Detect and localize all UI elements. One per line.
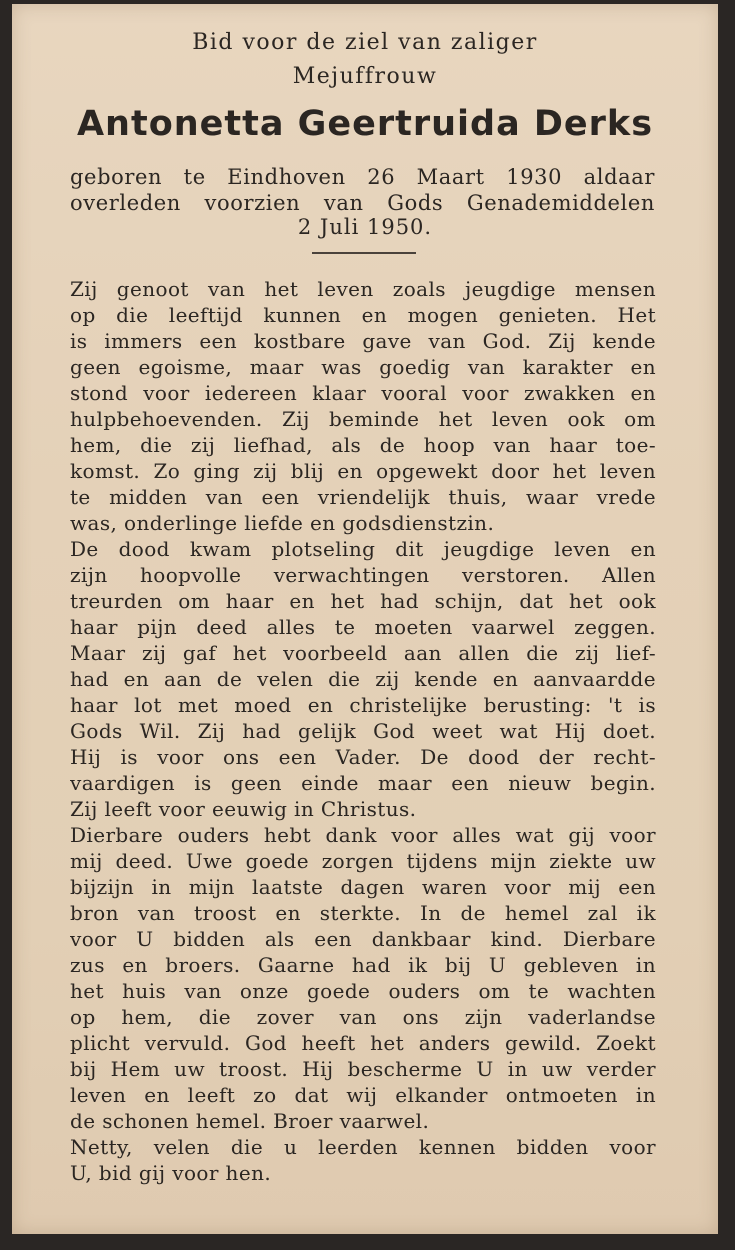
text-line: te midden van een vriendelijk thuis, waar vrede xyxy=(70,485,656,509)
text-line: mij deed. Uwe goede zorgen tijdens mijn ziekte uw xyxy=(70,849,656,873)
birth-line-1: geboren te Eindhoven 26 Maart 1930 aldaar xyxy=(70,165,655,189)
deceased-name: Antonetta Geertruida Derks xyxy=(76,104,654,144)
text-line: Maar zij gaf het voorbeeld aan allen die zij lief- xyxy=(70,641,656,665)
birth-line-2: overleden voorzien van Gods Genademiddelen xyxy=(70,191,655,215)
text-line: hulpbehoevenden. Zij beminde het leven ook om xyxy=(70,407,656,431)
text-line: leven en leeft zo dat wij elkander ontmoeten in xyxy=(70,1083,656,1107)
text-line: Gods Wil. Zij had gelijk God weet wat Hij doet. xyxy=(70,719,656,743)
text-line: was, onderlinge liefde en godsdienstzin. xyxy=(70,511,495,535)
prayer-heading: Bid voor de ziel van zaliger xyxy=(192,30,538,55)
text-line: had en aan de velen die zij kende en aanvaardde xyxy=(70,667,656,691)
text-line: bron van troost en sterkte. In de hemel zal ik xyxy=(70,901,656,925)
text-line: treurden om haar en het had schijn, dat het ook xyxy=(70,589,656,613)
text-line: Hij is voor ons een Vader. De dood der recht- xyxy=(70,745,656,769)
text-line: Dierbare ouders hebt dank voor alles wat gij voor xyxy=(70,823,656,847)
text-line: U, bid gij voor hen. xyxy=(70,1161,272,1185)
text-line: Zij leeft voor eeuwig in Christus. xyxy=(70,797,417,821)
text-line: op die leeftijd kunnen en mogen genieten. Het xyxy=(70,303,656,327)
text-line: vaardigen is geen einde maar een nieuw begin. xyxy=(70,771,656,795)
text-line: bij Hem uw troost. Hij bescherme U in uw verder xyxy=(70,1057,656,1081)
text-line: bijzijn in mijn laatste dagen waren voor mij een xyxy=(70,875,656,899)
text-line: komst. Zo ging zij blij en opgewekt door het leven xyxy=(70,459,656,483)
text-line: het huis van onze goede ouders om te wachten xyxy=(70,979,656,1003)
divider xyxy=(312,252,416,254)
text-line: stond voor iedereen klaar vooral voor zwakken en xyxy=(70,381,656,405)
text-line: op hem, die zover van ons zijn vaderlandse xyxy=(70,1005,656,1029)
text-line: hem, die zij liefhad, als de hoop van haar toe- xyxy=(70,433,656,457)
text-line: Netty, velen die u leerden kennen bidden voor xyxy=(70,1135,656,1159)
text-line: is immers een kostbare gave van God. Zij kende xyxy=(70,329,656,353)
text-line: De dood kwam plotseling dit jeugdige leven en xyxy=(70,537,656,561)
text-line: de schonen hemel. Broer vaarwel. xyxy=(70,1109,430,1133)
title-heading: Mejuffrouw xyxy=(292,64,438,89)
text-line: haar pijn deed alles te moeten vaarwel zeggen. xyxy=(70,615,656,639)
text-line: zus en broers. Gaarne had ik bij U gebleven in xyxy=(70,953,656,977)
text-line: zijn hoopvolle verwachtingen verstoren. Allen xyxy=(70,563,656,587)
text-line: plicht vervuld. God heeft het anders gewild. Zoekt xyxy=(70,1031,656,1055)
death-date: 2 Juli 1950. xyxy=(297,215,433,239)
text-line: geen egoisme, maar was goedig van karakter en xyxy=(70,355,656,379)
text-line: haar lot met moed en christelijke berusting: 't is xyxy=(70,693,656,717)
text-line: voor U bidden als een dankbaar kind. Dierbare xyxy=(70,927,656,951)
card-paper xyxy=(12,4,718,1234)
text-line: Zij genoot van het leven zoals jeugdige mensen xyxy=(70,277,656,301)
